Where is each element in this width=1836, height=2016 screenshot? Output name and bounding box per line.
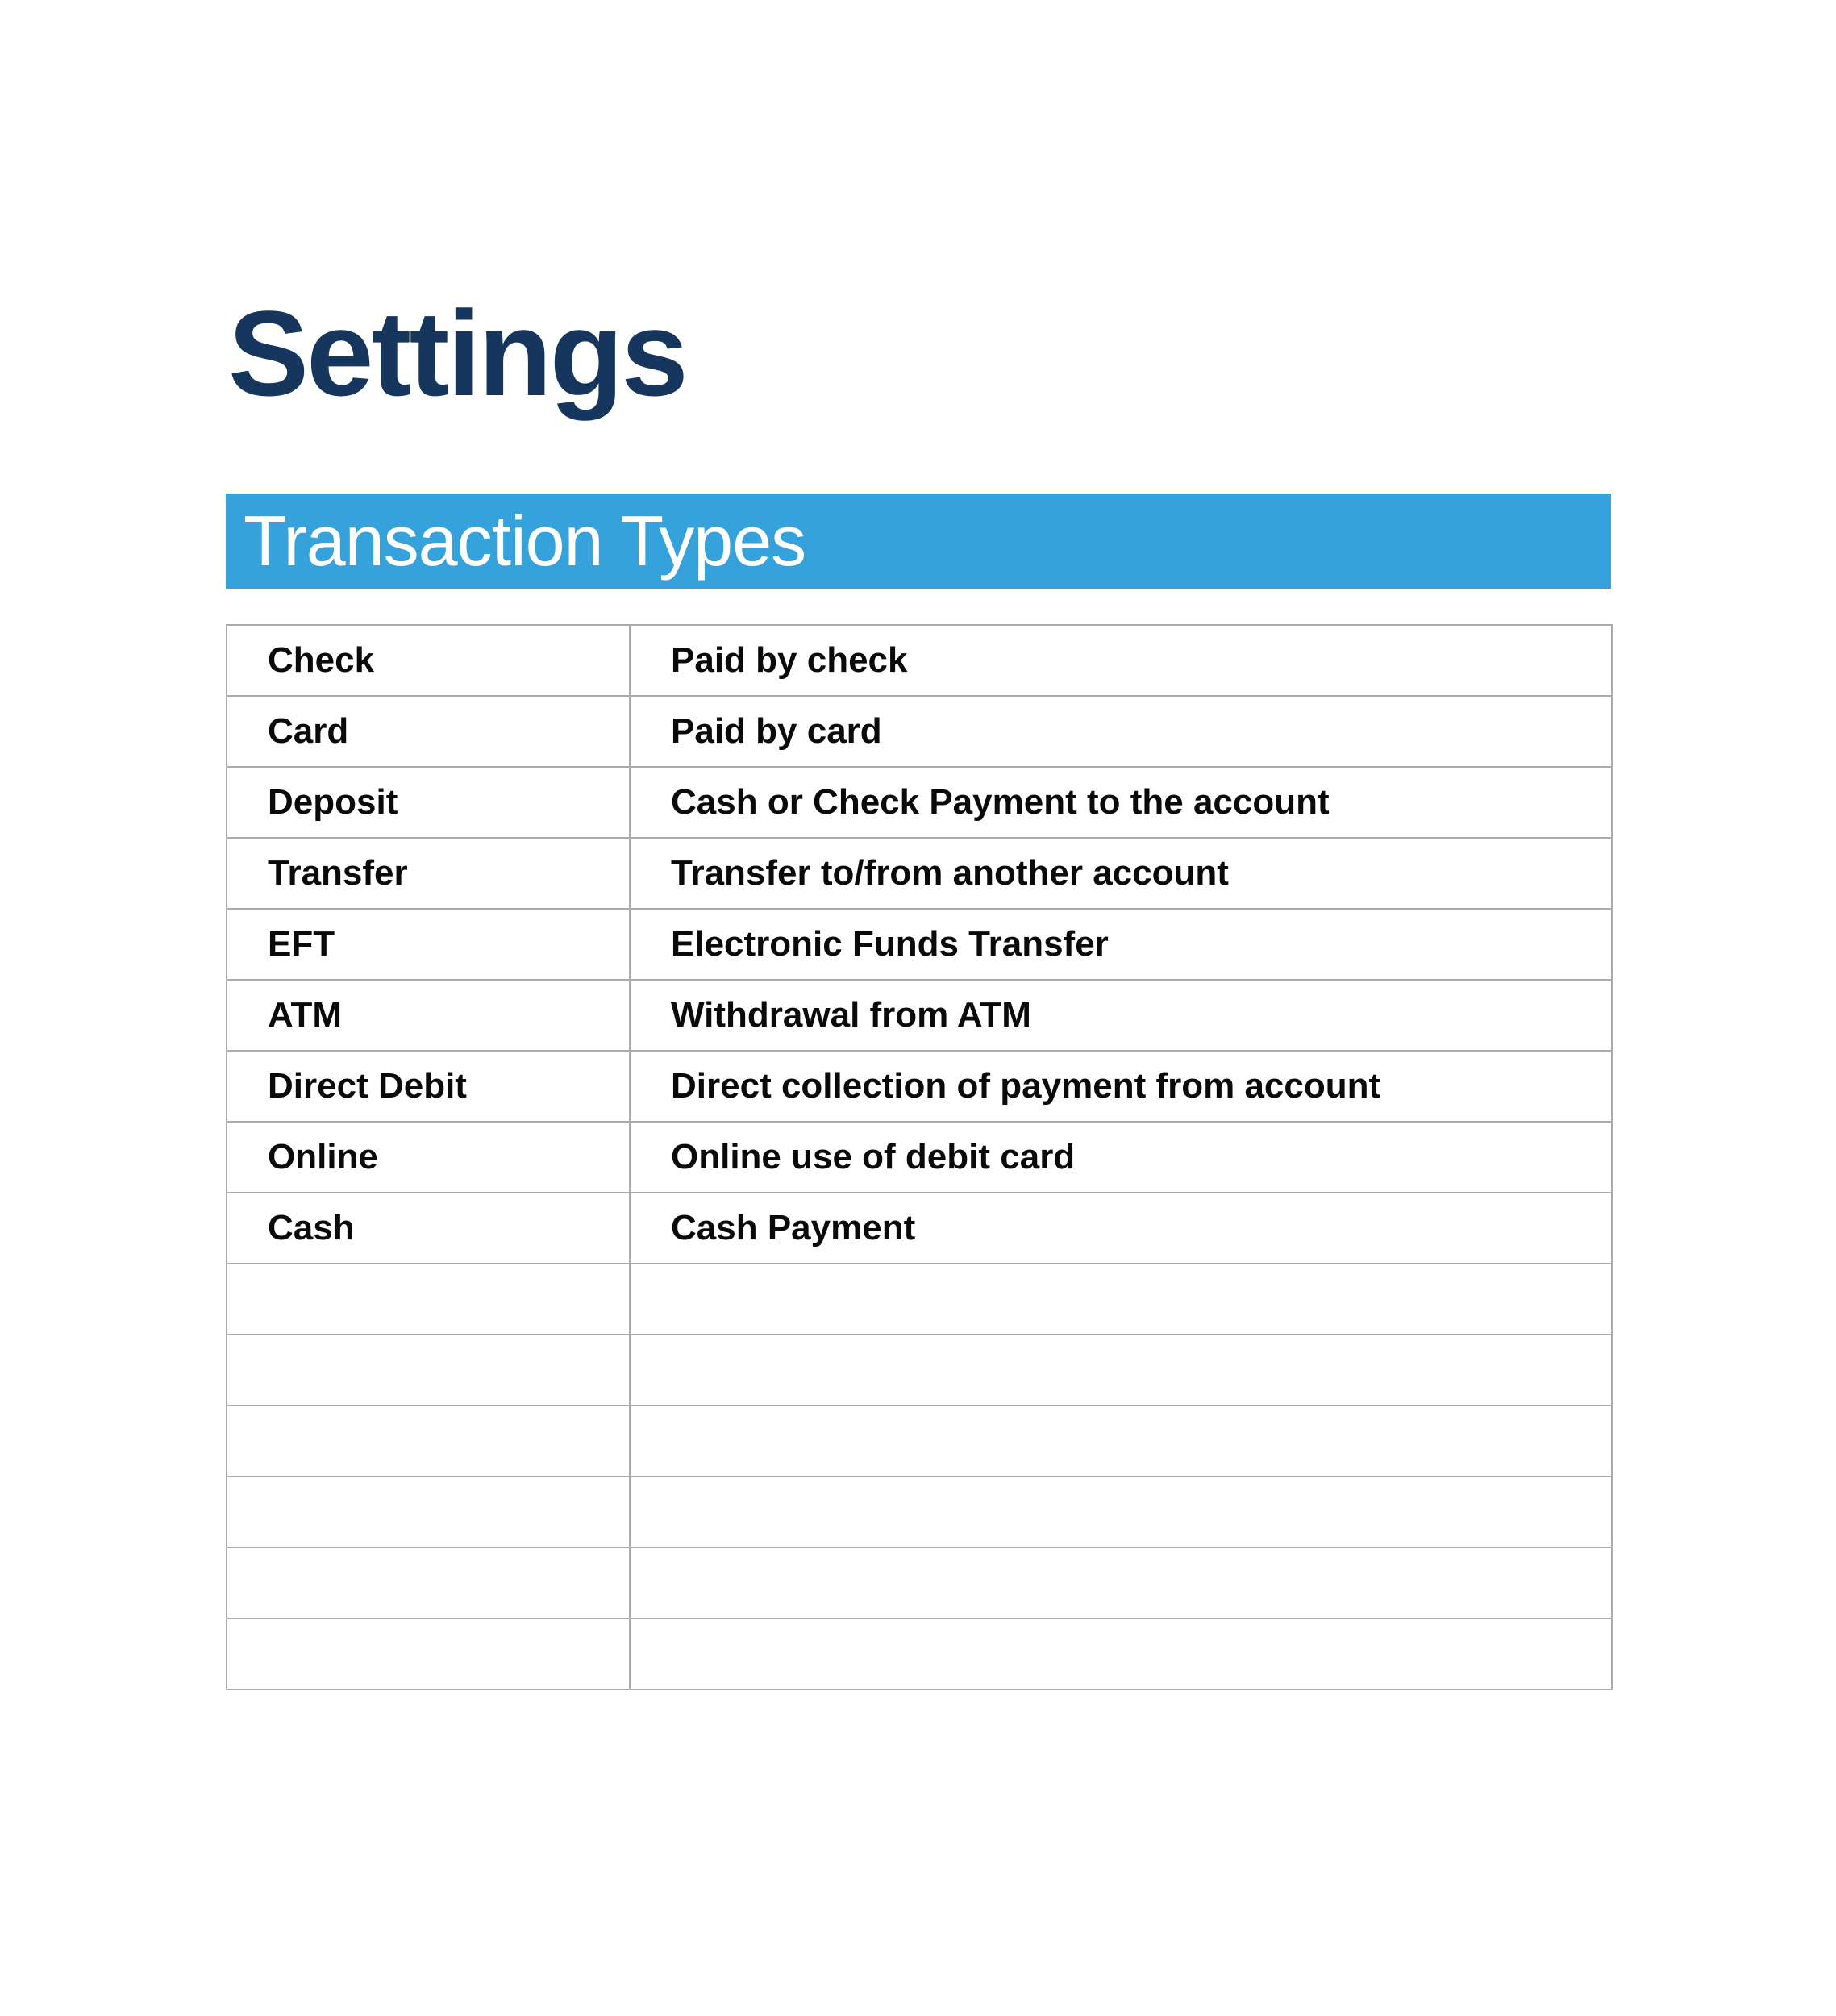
table-row — [227, 1264, 1612, 1335]
table-row — [227, 838, 1612, 909]
cell-description: Paid by check — [630, 625, 1612, 696]
section-title: Transaction Types — [244, 501, 806, 581]
table-row — [227, 1547, 1612, 1618]
cell-type — [227, 1335, 630, 1406]
page-title: Settings — [228, 285, 686, 421]
transaction-table-body — [227, 625, 1612, 1689]
cell-description: Cash or Check Payment to the account — [630, 767, 1612, 838]
table-row — [227, 1051, 1612, 1122]
table-row — [227, 1335, 1612, 1406]
cell-type — [227, 1547, 630, 1618]
table-row — [227, 909, 1612, 980]
table-row — [227, 980, 1612, 1051]
cell-description — [630, 1547, 1612, 1618]
cell-description: Online use of debit card — [630, 1122, 1612, 1193]
table-row — [227, 1618, 1612, 1689]
cell-type — [227, 1618, 630, 1689]
cell-description: Electronic Funds Transfer — [630, 909, 1612, 980]
cell-type: Card — [227, 696, 630, 767]
cell-type — [227, 1477, 630, 1547]
cell-description: Cash Payment — [630, 1193, 1612, 1264]
cell-description: Transfer to/from another account — [630, 838, 1612, 909]
table-row — [227, 1122, 1612, 1193]
cell-type: Deposit — [227, 767, 630, 838]
table-row — [227, 767, 1612, 838]
cell-description: Direct collection of payment from account — [630, 1051, 1612, 1122]
cell-description: Withdrawal from ATM — [630, 980, 1612, 1051]
cell-type: EFT — [227, 909, 630, 980]
cell-description — [630, 1335, 1612, 1406]
cell-type: Direct Debit — [227, 1051, 630, 1122]
transaction-types-table — [226, 624, 1613, 1690]
table-row — [227, 1477, 1612, 1547]
cell-type: Check — [227, 625, 630, 696]
cell-type: ATM — [227, 980, 630, 1051]
table-row — [227, 696, 1612, 767]
cell-type — [227, 1406, 630, 1477]
cell-description — [630, 1477, 1612, 1547]
cell-type: Transfer — [227, 838, 630, 909]
table-row — [227, 625, 1612, 696]
cell-description — [630, 1264, 1612, 1335]
cell-description — [630, 1618, 1612, 1689]
cell-description — [630, 1406, 1612, 1477]
cell-type: Online — [227, 1122, 630, 1193]
table-row — [227, 1193, 1612, 1264]
cell-description: Paid by card — [630, 696, 1612, 767]
table-row — [227, 1406, 1612, 1477]
cell-type — [227, 1264, 630, 1335]
section-header — [226, 494, 1611, 589]
cell-type: Cash — [227, 1193, 630, 1264]
